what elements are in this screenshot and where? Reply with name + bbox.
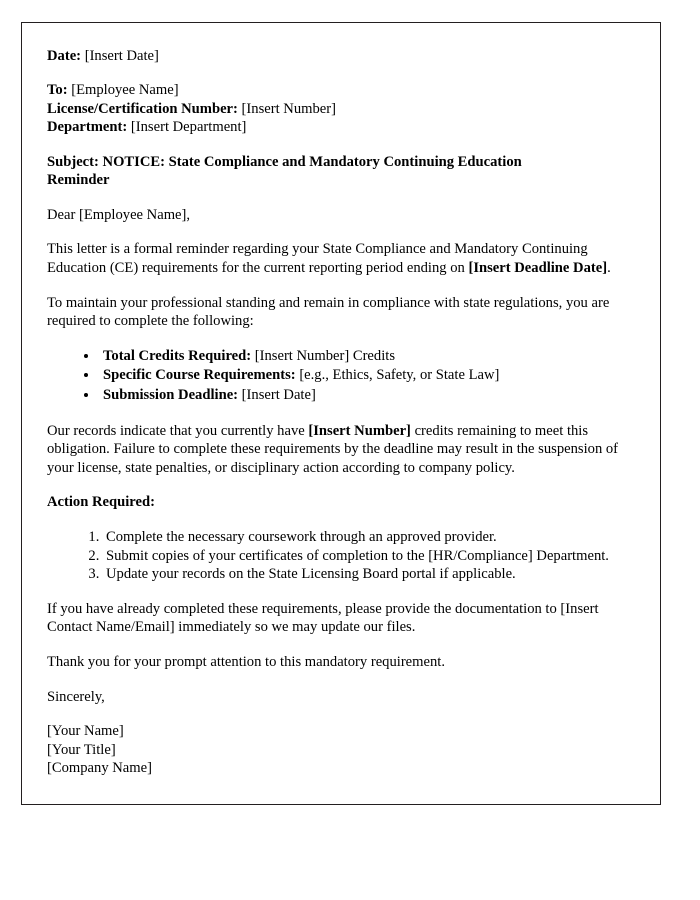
thanks-paragraph: Thank you for your prompt attention to this mandatory requirement. xyxy=(47,653,445,670)
action-steps-list xyxy=(47,528,638,584)
subject-line: Subject: NOTICE: State Compliance and Mandatory Continuing Education Reminder xyxy=(47,153,522,189)
date-value: [Insert Date] xyxy=(84,48,159,64)
spacer xyxy=(47,65,638,81)
list-item xyxy=(99,366,638,386)
spacer xyxy=(47,224,638,240)
list-item xyxy=(99,386,638,406)
records-text-before: Our records indicate that you currently have xyxy=(47,422,309,439)
requirement-label: Total Credits Required: xyxy=(103,347,252,364)
closing: Sincerely, xyxy=(47,688,105,705)
letter-page xyxy=(21,22,661,805)
action-required-heading: Action Required: xyxy=(47,494,155,511)
spacer xyxy=(47,584,638,600)
recipient-line xyxy=(47,81,638,99)
requirement-label: Submission Deadline: xyxy=(103,386,239,403)
signature-name: [Your Name] xyxy=(47,723,124,740)
spacer xyxy=(47,331,638,347)
list-item: 1. Complete the necessary coursework through an approved provider. xyxy=(103,528,638,547)
requirement-value: [e.g., Ethics, Safety, or State Law] xyxy=(295,367,500,384)
signature-title: [Your Title] xyxy=(47,741,116,758)
date-line xyxy=(47,47,638,65)
department-value: [Insert Department] xyxy=(130,119,247,136)
records-text-after: credits remaining to meet this obligation. Failure to complete these requirements by the deadline may result in the suspension of your license, state penalties, or disciplinary action according to company policy. xyxy=(47,422,619,476)
spacer xyxy=(47,278,638,294)
to-value: [Employee Name] xyxy=(71,82,179,99)
requirement-value: [Insert Date] xyxy=(238,386,316,403)
license-line xyxy=(47,100,638,118)
spacer xyxy=(47,477,638,493)
license-value: [Insert Number] xyxy=(241,100,336,117)
spacer xyxy=(47,706,638,722)
intro-deadline-value: [Insert Deadline Date] xyxy=(468,260,608,276)
intro-text-before: This letter is a formal reminder regarding your State Compliance and Mandatory Continuing Education (CE) requirements for the current reporting period ending on xyxy=(47,241,588,276)
records-paragraph xyxy=(47,422,638,478)
requirement-label: Specific Course Requirements: xyxy=(103,367,296,384)
spacer xyxy=(47,512,638,528)
requirements-list xyxy=(47,347,638,406)
intro-text-after: . xyxy=(607,260,611,276)
spacer xyxy=(47,137,638,153)
date-label: Date: xyxy=(47,48,82,64)
license-label: License/Certification Number: xyxy=(47,100,238,117)
spacer xyxy=(47,190,638,206)
letter-body xyxy=(22,23,660,777)
spacer xyxy=(47,637,638,653)
records-credits-value: [Insert Number] xyxy=(308,422,411,439)
requirements-lead-paragraph: To maintain your professional standing and remain in compliance with state regulations, you are required to complete the following: xyxy=(47,294,610,330)
intro-paragraph xyxy=(47,240,627,277)
list-item xyxy=(99,347,638,367)
requirement-value: [Insert Number] Credits xyxy=(251,347,395,364)
to-label: To: xyxy=(47,82,68,99)
department-line xyxy=(47,118,638,136)
signature-company: [Company Name] xyxy=(47,759,152,776)
list-item: 3. Update your records on the State Licensing Board portal if applicable. xyxy=(103,565,638,584)
list-item: 2. Submit copies of your certificates of completion to the [HR/Compliance] Department. xyxy=(103,547,638,566)
followup-paragraph: If you have already completed these requirements, please provide the documentation to [Insert Contact Name/Email] immediately so we may update our files. xyxy=(47,600,599,636)
salutation: Dear [Employee Name], xyxy=(47,206,191,223)
department-label: Department: xyxy=(47,119,128,136)
spacer xyxy=(47,406,638,422)
spacer xyxy=(47,672,638,688)
